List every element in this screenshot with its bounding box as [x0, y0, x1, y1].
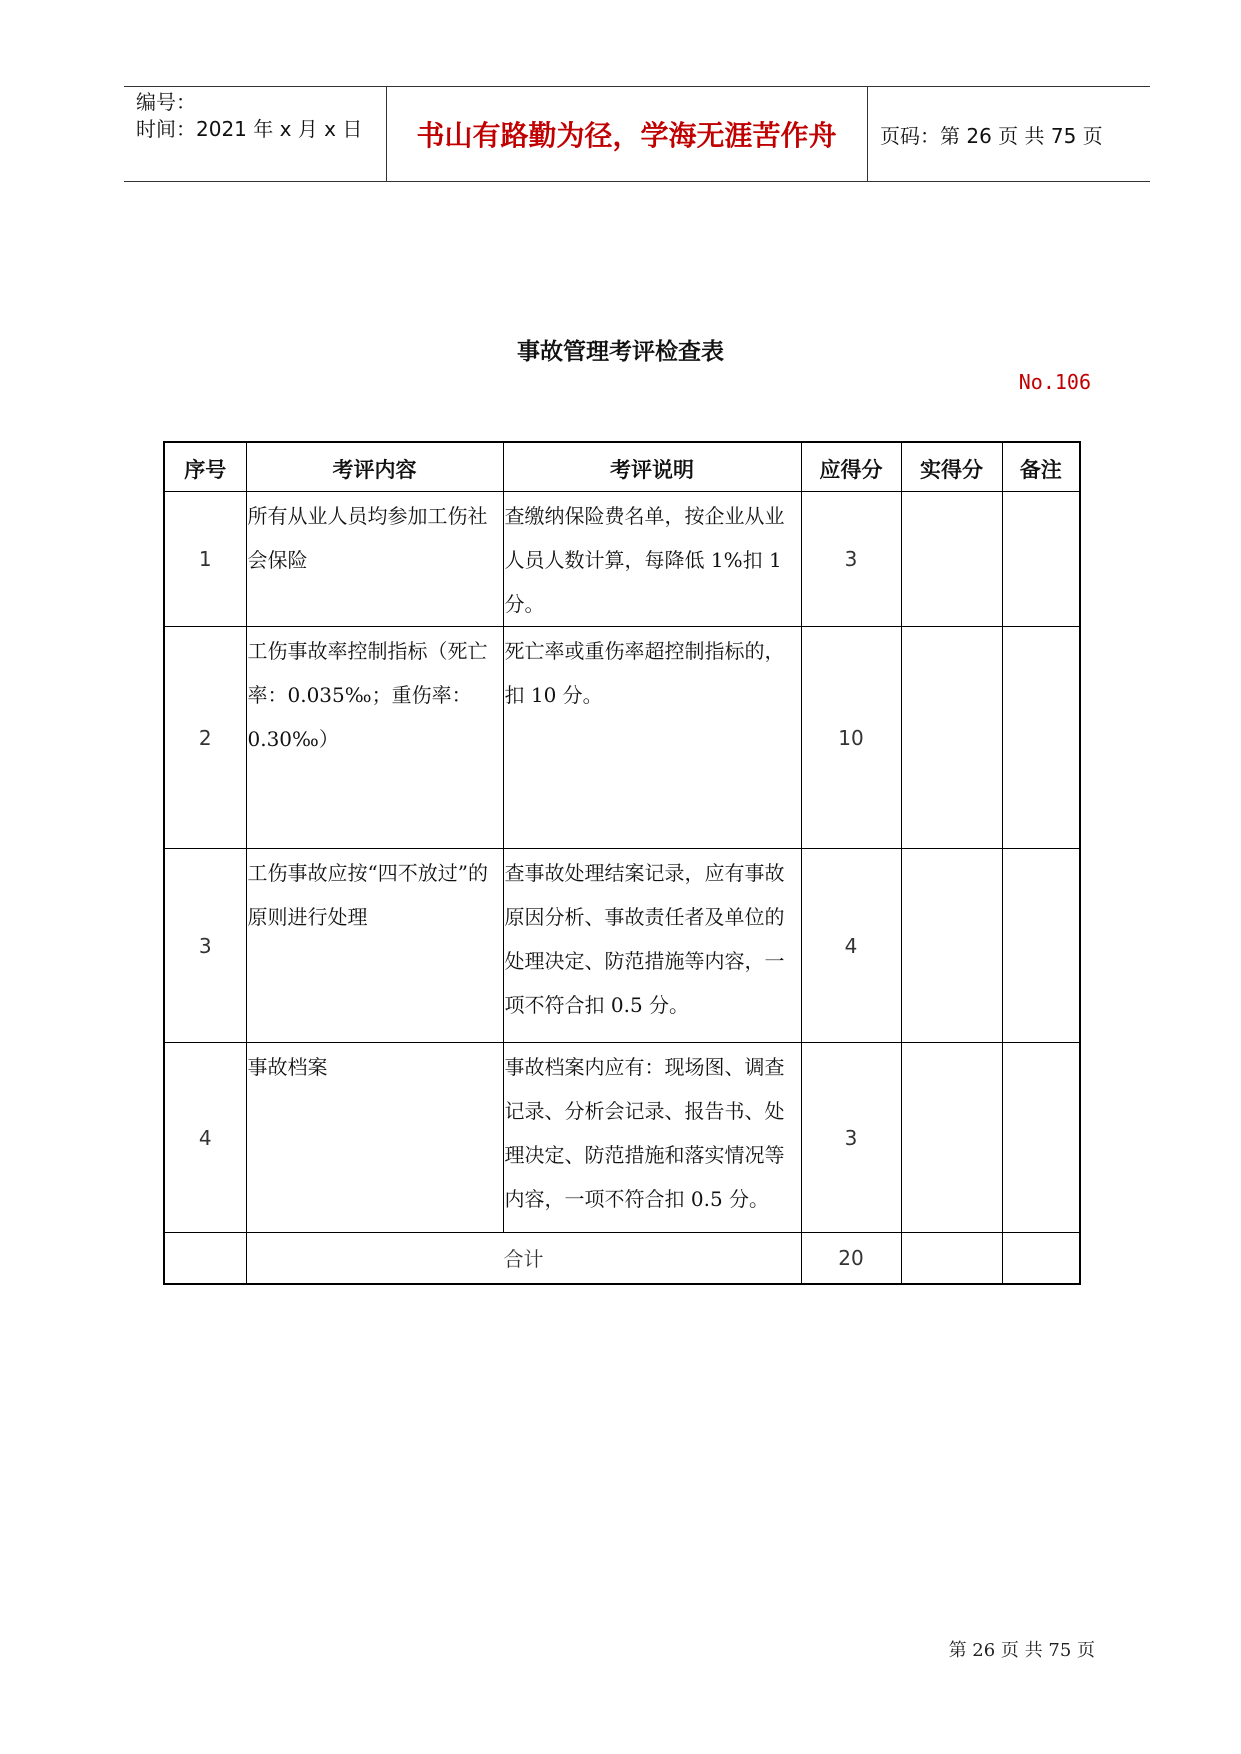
- cell-seq: 4: [164, 1043, 246, 1233]
- table-row: [164, 849, 1080, 1043]
- header-page-label: 页码：第 26 页 共 75 页: [880, 123, 1103, 148]
- cell-description: 查事故处理结案记录，应有事故原因分析、事故责任者及单位的处理决定、防范措施等内容，一项不符合扣 0.5 分。: [503, 849, 801, 1043]
- page-footer: 第 26 页 共 75 页: [948, 1640, 1095, 1661]
- table-row: [164, 627, 1080, 849]
- cell-content: 事故档案: [246, 1043, 503, 1233]
- col-header-content: 考评内容: [246, 442, 503, 492]
- cell-seq: 2: [164, 627, 246, 849]
- cell-actual: [901, 1043, 1002, 1233]
- header-divider: [867, 87, 868, 181]
- cell-actual: [901, 492, 1002, 627]
- cell-description: 查缴纳保险费名单，按企业从业人员人数计算，每降低 1%扣 1 分。: [503, 492, 801, 627]
- cell-seq: 3: [164, 849, 246, 1043]
- cell-score: 10: [801, 627, 901, 849]
- cell-score: 4: [801, 849, 901, 1043]
- page-header: [124, 86, 1150, 182]
- table-header-row: [164, 442, 1080, 492]
- cell-content: 工伤事故应按“四不放过”的原则进行处理: [246, 849, 503, 1043]
- table-row: [164, 1043, 1080, 1233]
- table-total-row: [164, 1233, 1080, 1284]
- cell-content: 所有从业人员均参加工伤社会保险: [246, 492, 503, 627]
- cell-actual: [901, 849, 1002, 1043]
- col-header-seq: 序号: [164, 442, 246, 492]
- cell-note: [1002, 627, 1080, 849]
- col-header-note: 备注: [1002, 442, 1080, 492]
- cell-total-seq: [164, 1233, 246, 1284]
- number-label: 编号：: [136, 90, 196, 114]
- cell-score: 3: [801, 1043, 901, 1233]
- time-label: 时间：2021 年 x 月 x 日: [136, 117, 363, 141]
- cell-actual: [901, 627, 1002, 849]
- document-title: 事故管理考评检查表: [517, 338, 724, 365]
- cell-total-note: [1002, 1233, 1080, 1284]
- cell-note: [1002, 492, 1080, 627]
- cell-score: 3: [801, 492, 901, 627]
- col-header-score: 应得分: [801, 442, 901, 492]
- header-motto: 书山有路勤为径，学海无涯苦作舟: [416, 119, 837, 152]
- header-left: [136, 89, 362, 143]
- cell-description: 事故档案内应有：现场图、调查记录、分析会记录、报告书、处理决定、防范措施和落实情况等内容，一项不符合扣 0.5 分。: [503, 1043, 801, 1233]
- cell-note: [1002, 1043, 1080, 1233]
- cell-content: 工伤事故率控制指标（死亡率：0.035‰；重伤率：0.30‰）: [246, 627, 503, 849]
- document-number: No.106: [1018, 370, 1091, 394]
- cell-seq: 1: [164, 492, 246, 627]
- cell-description: 死亡率或重伤率超控制指标的，扣 10 分。: [503, 627, 801, 849]
- total-label: 合计: [246, 1233, 801, 1284]
- col-header-actual: 实得分: [901, 442, 1002, 492]
- table-row: [164, 492, 1080, 627]
- cell-note: [1002, 849, 1080, 1043]
- total-score: 20: [801, 1233, 901, 1284]
- col-header-description: 考评说明: [503, 442, 801, 492]
- cell-total-actual: [901, 1233, 1002, 1284]
- evaluation-table: [163, 441, 1081, 1285]
